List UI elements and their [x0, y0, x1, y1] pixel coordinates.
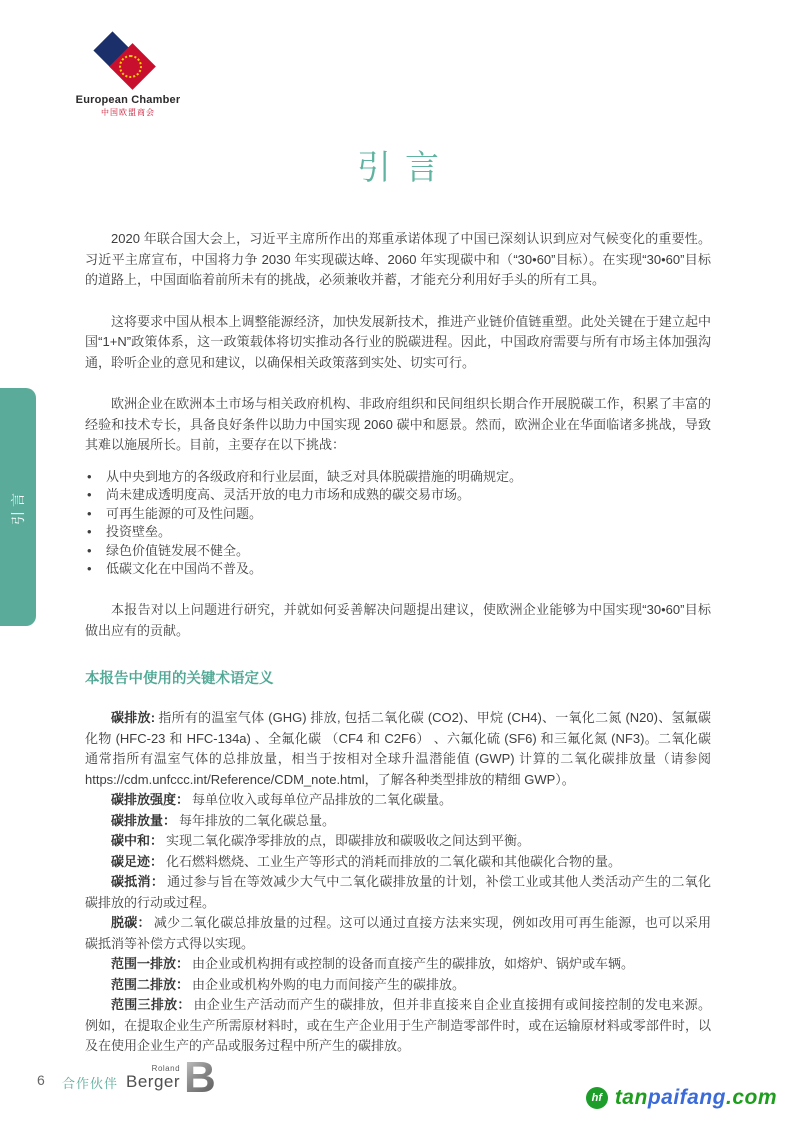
- roland-label: Roland: [151, 1064, 181, 1073]
- term-paragraph: [85, 913, 711, 954]
- term-name: 范围三排放：: [111, 997, 191, 1013]
- term-definition: 每年排放的二氧化碳总量。: [179, 812, 336, 828]
- tanpaifang-icon: hf: [586, 1087, 608, 1109]
- page-title: 引言: [357, 149, 453, 187]
- watermark-text-com: .com: [725, 1086, 777, 1109]
- term-name: 碳足迹：: [111, 853, 164, 869]
- challenge-text: 绿色价值链发展不健全。: [106, 542, 250, 558]
- term-definition: 由企业生产活动而产生的碳排放，但并非直接来自企业直接拥有或间接控制的发电来源。例如，在提取企业生产所需原材料时，或在生产企业用于生产制造零部件时，或在运输原材料或零部件时，以及在使用企业生产的产品或服务过程中所产生的碳排放。: [85, 997, 711, 1054]
- term-paragraph: [85, 975, 711, 996]
- page-number: 6: [37, 1072, 45, 1088]
- logo-title: European Chamber: [75, 94, 181, 106]
- term-name: 范围一排放：: [111, 956, 190, 972]
- watermark-text: [615, 1086, 777, 1110]
- roland-berger-text: [126, 1064, 180, 1090]
- challenge-item: [85, 486, 711, 505]
- logo-subtitle: 中国欧盟商会: [101, 108, 155, 117]
- chapter-side-tab: [0, 388, 36, 626]
- term-paragraph: [85, 790, 711, 811]
- term-name: 范围二排放：: [111, 976, 190, 992]
- term-definition: 通过参与旨在等效减少大气中二氧化碳排放量的计划，补偿工业或其他人类活动产生的二氧化碳排放的行动或过程。: [85, 874, 711, 910]
- term-name: 碳抵消：: [111, 874, 165, 890]
- challenge-item: [85, 560, 711, 579]
- challenge-text: 投资壁垒。: [106, 524, 172, 540]
- intro-paragraph-3: 欧洲企业在欧洲本土市场与相关政府机构、非政府组织和民间组织长期合作开展脱碳工作，积累了丰富的经验和技术专长，具备良好条件以助力中国实现 2060 碳中和愿景。然而，欧洲企业在华面临诸多挑战，导致其难以施展所长。目前，主要存在以下挑战：: [85, 396, 711, 452]
- watermark-text-paifang: paifang: [647, 1086, 726, 1109]
- term-paragraph: [85, 708, 711, 790]
- challenge-text: 低碳文化在中国尚不普及。: [106, 561, 263, 577]
- challenge-text: 可再生能源的可及性问题。: [106, 505, 263, 521]
- page-content: [85, 140, 711, 1057]
- term-name: 脱碳：: [111, 915, 151, 931]
- challenge-item: [85, 542, 711, 561]
- berger-label: Berger: [126, 1072, 181, 1091]
- side-tab-label: 引言: [10, 489, 26, 525]
- european-chamber-logo-mark: [83, 34, 173, 90]
- term-name: 碳排放强度：: [111, 792, 190, 808]
- term-definition: 由企业或机构拥有或控制的设备而直接产生的碳排放，如熔炉、锅炉或车辆。: [192, 956, 635, 972]
- challenge-item: [85, 505, 711, 524]
- terms-heading: 本报告中使用的关键术语定义: [85, 671, 274, 688]
- term-name: 碳排放量：: [111, 812, 177, 828]
- term-definition: 实现二氧化碳净零排放的点，即碳排放和碳吸收之间达到平衡。: [166, 833, 531, 849]
- challenge-list: [85, 468, 711, 580]
- term-paragraph: [85, 811, 711, 832]
- intro-paragraph-2: 这将要求中国从根本上调整能源经济，加快发展新技术，推进产业链价值链重塑。此处关键在于建立起中国“1+N”政策体系，这一政策载体将切实推动各行业的脱碳进程。因此，中国政府需要与所有市场主体加强沟通，聆听企业的意见和建议，以确保相关政策落到实处、切实可行。: [85, 313, 711, 370]
- term-paragraph: [85, 872, 711, 913]
- challenge-text: 从中央到地方的各级政府和行业层面，缺乏对具体脱碳措施的明确规定。: [106, 468, 523, 484]
- term-definition: 减少二氧化碳总排放量的过程。这可以通过直接方法来实现，例如改用可再生能源，也可以采用碳抵消等补偿方式得以实现。: [85, 915, 711, 951]
- eu-stars-ring-icon: [119, 55, 142, 78]
- watermark-text-tan: tan: [614, 1086, 648, 1109]
- term-definition: 每单位收入或每单位产品排放的二氧化碳量。: [192, 792, 453, 808]
- closing-paragraph: 本报告对以上问题进行研究，并就如何妥善解决问题提出建议，使欧洲企业能够为中国实现“30•60”目标做出应有的贡献。: [85, 602, 711, 638]
- term-definition: 指所有的温室气体 (GHG) 排放, 包括二氧化碳 (CO2)、甲烷 (CH4)、一氧化二氮 (N20)、氢氟碳化物 (HFC-23 和 HFC-134a) 、全氟化碳 （CF4 和 C2F6） 、六氟化硫 (SF6) 和三氟化氮 (NF3)。二氧化碳通常指所有温室气体的总排放量，相当于按相对全球升温潜能值 (GWP) 计算的二氧化碳排放量（请参阅 https://cdm.unfccc.int/Reference/CDM_note.html，了解各种类型排放的精细 GWP）。: [85, 710, 711, 787]
- term-name: 碳中和：: [111, 833, 164, 849]
- term-paragraph: [85, 995, 711, 1057]
- term-paragraph: [85, 954, 711, 975]
- tanpaifang-watermark: [578, 1082, 785, 1114]
- term-definition: 化石燃料燃烧、工业生产等形式的消耗而排放的二氧化碳和其他碳化合物的量。: [166, 853, 622, 869]
- challenge-item: [85, 468, 711, 487]
- intro-paragraph-1: 2020 年联合国大会上，习近平主席所作出的郑重承诺体现了中国已深刻认识到应对气候变化的重要性。习近平主席宣布，中国将力争 2030 年实现碳达峰、2060 年实现碳中和（“30•60”目标）。在实现“30•60”目标的道路上，中国面临着前所未有的挑战，必须兼收并蓄，才能充分利用好手头的所有工具。: [85, 231, 711, 287]
- challenge-item: [85, 523, 711, 542]
- term-paragraph: [85, 852, 711, 873]
- european-chamber-logo: [68, 34, 188, 118]
- roland-berger-b-icon: B: [184, 1053, 216, 1102]
- roland-berger-logo: [126, 1053, 216, 1102]
- term-paragraph: [85, 831, 711, 852]
- challenge-text: 尚未建成透明度高、灵活开放的电力市场和成熟的碳交易市场。: [106, 487, 471, 503]
- partner-label: 合作伙伴: [62, 1076, 119, 1091]
- term-name: 碳排放:: [111, 710, 156, 726]
- term-definition: 由企业或机构外购的电力而间接产生的碳排放。: [192, 976, 466, 992]
